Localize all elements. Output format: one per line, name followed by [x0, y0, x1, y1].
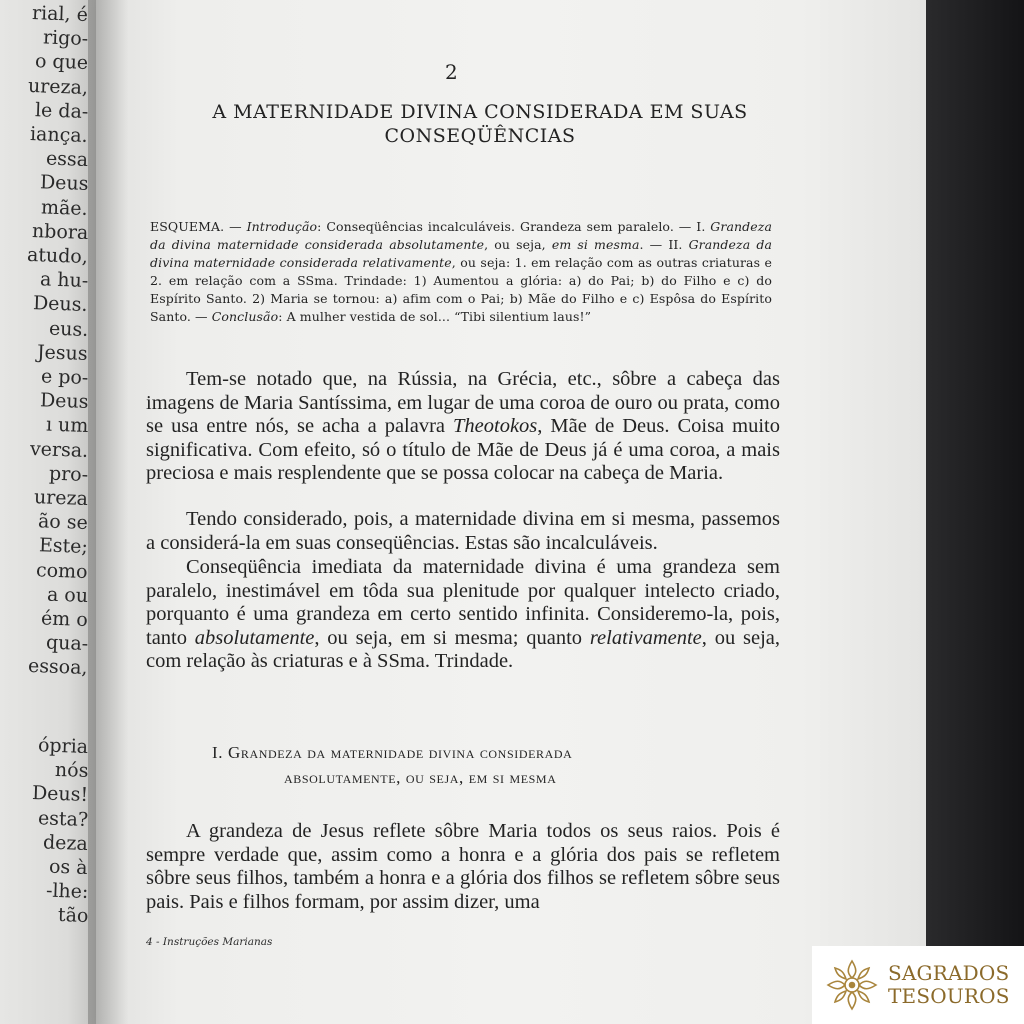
paragraph-text: , Mãe de Deus. Coisa muito significativa. Com efeito, só o título de Mãe de Deus já é uma coroa, a mais preciosa e mais resplendente que se possa colocar na cabeça de Maria. — [146, 415, 780, 484]
left-page-line: rial, é — [31, 2, 89, 26]
outline-text: , ou seja: 1. em relação com as outras criaturas e 2. em relação com a SSma. Trindade: 1) Aumentou a glória: a) do Pai; b) do Filho e c) do Espírito Santo. 2) Maria se tornou: a) afim com o Pai; b) Mãe do Filho e c) Espôsa do Espírito Santo. — — [150, 255, 772, 324]
paragraph-text: Tem-se notado que, na Rússia, na Grécia, etc., sôbre a cabeça das imagens de Maria Santíssima, em lugar de uma coroa de ouro ou prata, como se usa entre nós, se acha a palavra — [146, 368, 780, 437]
watermark-line-2: TESOUROS — [888, 984, 1010, 1008]
ornament-emblem-icon — [824, 957, 880, 1013]
paragraph-2: Tendo considerado, pois, a maternidade divina em si mesma, passemos a considerá-la em suas conseqüências. Estas são incalculáveis. — [146, 508, 780, 554]
left-page-line: versa. — [29, 437, 89, 462]
paragraph-italic: relativamente — [589, 626, 702, 649]
left-page-line: nbora — [31, 219, 89, 244]
left-page-line: ureza — [33, 486, 89, 510]
outline-italic: Grandeza da divina maternidade considerada relativamente — [150, 237, 772, 270]
left-page-line: essa — [45, 147, 89, 172]
left-page — [0, 0, 96, 1024]
left-page-line: rigo- — [42, 26, 89, 51]
chapter-title — [140, 100, 820, 148]
outline-italic: Conclusão — [211, 309, 279, 324]
left-page-line: essoa, — [28, 655, 89, 680]
paragraph-4: A grandeza de Jesus reflete sôbre Maria todos os seus raios. Pois é sempre verdade que, assim como a honra e a glória dos pais se refletem sôbre seus filhos, também a honra e a glória dos filhos se refletem sôbre seus pais. Pais e filhos formam, por assim dizer, uma — [146, 820, 780, 913]
left-page-line: ão se — [37, 510, 89, 535]
watermark-line-1: SAGRADOS — [888, 961, 1010, 985]
left-page-line: a ou — [46, 583, 89, 607]
left-page-line: mãe. — [41, 195, 89, 220]
page-gutter-shadow — [88, 0, 128, 1024]
left-page-line: esta? — [37, 806, 89, 831]
section-heading — [212, 740, 752, 790]
left-page-line: Deus! — [31, 782, 89, 807]
left-page-line: ópria — [37, 734, 89, 758]
dark-background — [926, 0, 1024, 1024]
outline-text: : Conseqüências incalculáveis. Grandeza sem paralelo. — I. — [317, 219, 711, 234]
paragraph-1 — [146, 368, 780, 486]
left-page-line: iança. — [29, 122, 89, 147]
outline-text: : A mulher vestida de sol... “Tibi silentium laus!” — [278, 309, 592, 324]
outline-italic: Introdução — [246, 219, 318, 234]
paragraph-italic: Theotokos — [453, 415, 538, 437]
left-page-line: qua- — [45, 631, 89, 656]
left-page-line: ı um — [45, 413, 89, 438]
left-page-line: a hu- — [39, 268, 89, 293]
left-page-line: pro- — [48, 462, 89, 486]
left-page-line: como — [36, 558, 89, 583]
left-page-line: e po- — [40, 365, 89, 389]
chapter-title-line-1: A MATERNIDADE DIVINA CONSIDERADA EM SUAS — [212, 101, 748, 123]
left-page-line: tão — [57, 904, 89, 928]
chapter-outline — [150, 218, 772, 326]
outline-italic: Grandeza da divina maternidade considerada absolutamente — [150, 219, 772, 252]
left-page-line: Este; — [38, 534, 89, 559]
left-page-line: -lhe: — [45, 879, 89, 904]
paragraph-text: , ou seja, com relação às criaturas e à SSma. Trindade. — [146, 626, 780, 672]
left-page-line: nós — [54, 759, 89, 783]
outline-text: , ou seja, — [484, 237, 552, 252]
outline-text: . — II. — [639, 237, 689, 252]
left-page-line: o que — [34, 50, 89, 75]
watermark-logo — [812, 946, 1024, 1024]
left-page-line: le da- — [34, 98, 89, 123]
left-page-line: Deus — [39, 389, 89, 414]
outline-text: ESQUEMA. — — [150, 219, 247, 234]
left-page-line: deza — [42, 831, 89, 855]
page-footer: 4 - Instruções Marianas — [146, 936, 273, 948]
paragraph-text: Conseqüência imediata da maternidade divina é uma grandeza sem paralelo, inestimável em tôda sua plenitude por qualquer intelecto criado, porquanto é uma grandeza em certo sentido infinita. Consideremo-la, pois, tanto — [146, 556, 780, 649]
left-page-line: os à — [49, 855, 89, 879]
chapter-title-line-2: CONSEQÜÊNCIAS — [384, 125, 576, 147]
left-page-line: Deus — [39, 171, 89, 196]
paragraph-italic: absolutamente — [194, 626, 315, 649]
section-heading-line-2: absolutamente, ou seja, em si mesma — [284, 768, 557, 787]
outline-italic: em si mesma — [551, 237, 640, 252]
left-page-line: ureza, — [27, 74, 89, 99]
paragraph-text: , ou seja, em si mesma; quanto — [314, 626, 590, 649]
section-heading-line-1: I. Grandeza da maternidade divina considerada — [212, 743, 573, 762]
left-page-line: Jesus — [37, 341, 89, 365]
watermark-text — [888, 962, 1022, 1008]
left-page-line: Deus. — [33, 292, 89, 317]
left-page-line: eus. — [48, 317, 89, 341]
left-page-line: ém o — [40, 607, 89, 631]
chapter-number: 2 — [445, 60, 458, 84]
paragraph-3 — [146, 556, 780, 674]
left-page-line: atudo, — [26, 243, 89, 268]
